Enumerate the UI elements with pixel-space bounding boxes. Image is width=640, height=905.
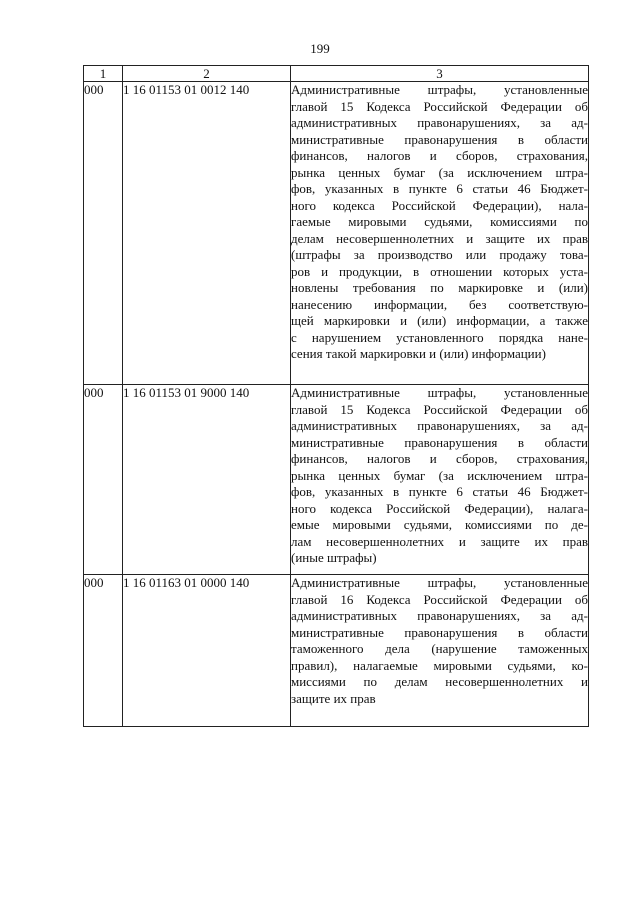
- admin-code-cell: 000: [84, 385, 123, 575]
- description-line: (иные штрафы): [291, 550, 377, 565]
- description-line: защите их прав: [291, 690, 376, 706]
- description-line: таможенного дела (нарушение таможенных: [291, 641, 588, 656]
- description-line: Административные штрафы, установленные: [291, 385, 588, 400]
- description-line: делам несовершеннолетних и защите их прав: [291, 230, 588, 246]
- page-number: 199: [310, 41, 330, 56]
- admin-code-cell: 000: [84, 575, 123, 727]
- description-line: ного кодекса Российской Федерации), налага-: [291, 500, 588, 516]
- description-line: министративные правонарушения в области: [291, 131, 588, 147]
- description-cell: [291, 385, 589, 575]
- column-header-1: 1: [84, 66, 123, 82]
- table-row: [84, 575, 589, 727]
- table-header-row: [84, 66, 589, 82]
- table-row: [84, 385, 589, 575]
- budget-codes-table: [83, 65, 589, 727]
- description-line: сения такой маркировки и (или) информации): [291, 346, 546, 361]
- description-line: ного кодекса Российской Федерации), нала-: [291, 197, 588, 213]
- description-line: миссиями по делам несовершеннолетних и: [291, 674, 588, 689]
- description-line: новлены требования по маркировке и (или): [291, 280, 588, 295]
- description-line: Административные штрафы, установленные: [291, 575, 588, 590]
- description-line: рынка ценных бумаг (за исключением штра-: [291, 164, 588, 180]
- description-line: главой 15 Кодекса Российской Федерации об: [291, 98, 588, 114]
- description-line: (штрафы за производство или продажу това-: [291, 247, 588, 262]
- description-line: емые мировыми судьями, комиссиями по де-: [291, 517, 588, 532]
- description-line: административных правонарушениях, за ад-: [291, 608, 588, 623]
- description-line: финансов, налогов и сборов, страхования,: [291, 451, 588, 466]
- column-header-3: 3: [291, 66, 589, 82]
- description-line: административных правонарушениях, за ад-: [291, 418, 588, 433]
- budget-classification-code-cell: 1 16 01163 01 0000 140: [123, 575, 291, 727]
- description-line: фов, указанных в пункте 6 статьи 46 Бюджет-: [291, 484, 588, 499]
- description-line: главой 16 Кодекса Российской Федерации об: [291, 591, 588, 607]
- description-line: Административные штрафы, установленные: [291, 82, 588, 97]
- description-line: щей маркировки и (или) информации, а также: [291, 313, 588, 328]
- description-line: нанесению информации, без соответствую-: [291, 296, 588, 312]
- description-line: министративные правонарушения в области: [291, 624, 588, 640]
- description-line: рынка ценных бумаг (за исключением штра-: [291, 467, 588, 483]
- description-line: финансов, налогов и сборов, страхования,: [291, 148, 588, 163]
- column-header-2: 2: [123, 66, 291, 82]
- description-line: главой 15 Кодекса Российской Федерации об: [291, 401, 588, 417]
- admin-code-cell: 000: [84, 82, 123, 385]
- description-line: с нарушением установленного порядка нане-: [291, 329, 588, 345]
- budget-classification-code-cell: 1 16 01153 01 9000 140: [123, 385, 291, 575]
- description-line: лам несовершеннолетних и защите их прав: [291, 533, 588, 549]
- description-line: министративные правонарушения в области: [291, 434, 588, 450]
- description-cell: [291, 82, 589, 385]
- description-line: ров и продукции, в отношении которых уста-: [291, 263, 588, 279]
- budget-classification-code-cell: 1 16 01153 01 0012 140: [123, 82, 291, 385]
- description-line: фов, указанных в пункте 6 статьи 46 Бюджет-: [291, 181, 588, 196]
- description-line: административных правонарушениях, за ад-: [291, 115, 588, 130]
- description-line: гаемые мировыми судьями, комиссиями по: [291, 214, 588, 229]
- table-row: [84, 82, 589, 385]
- description-cell: [291, 575, 589, 727]
- description-line: правил), налагаемые мировыми судьями, ко-: [291, 657, 588, 673]
